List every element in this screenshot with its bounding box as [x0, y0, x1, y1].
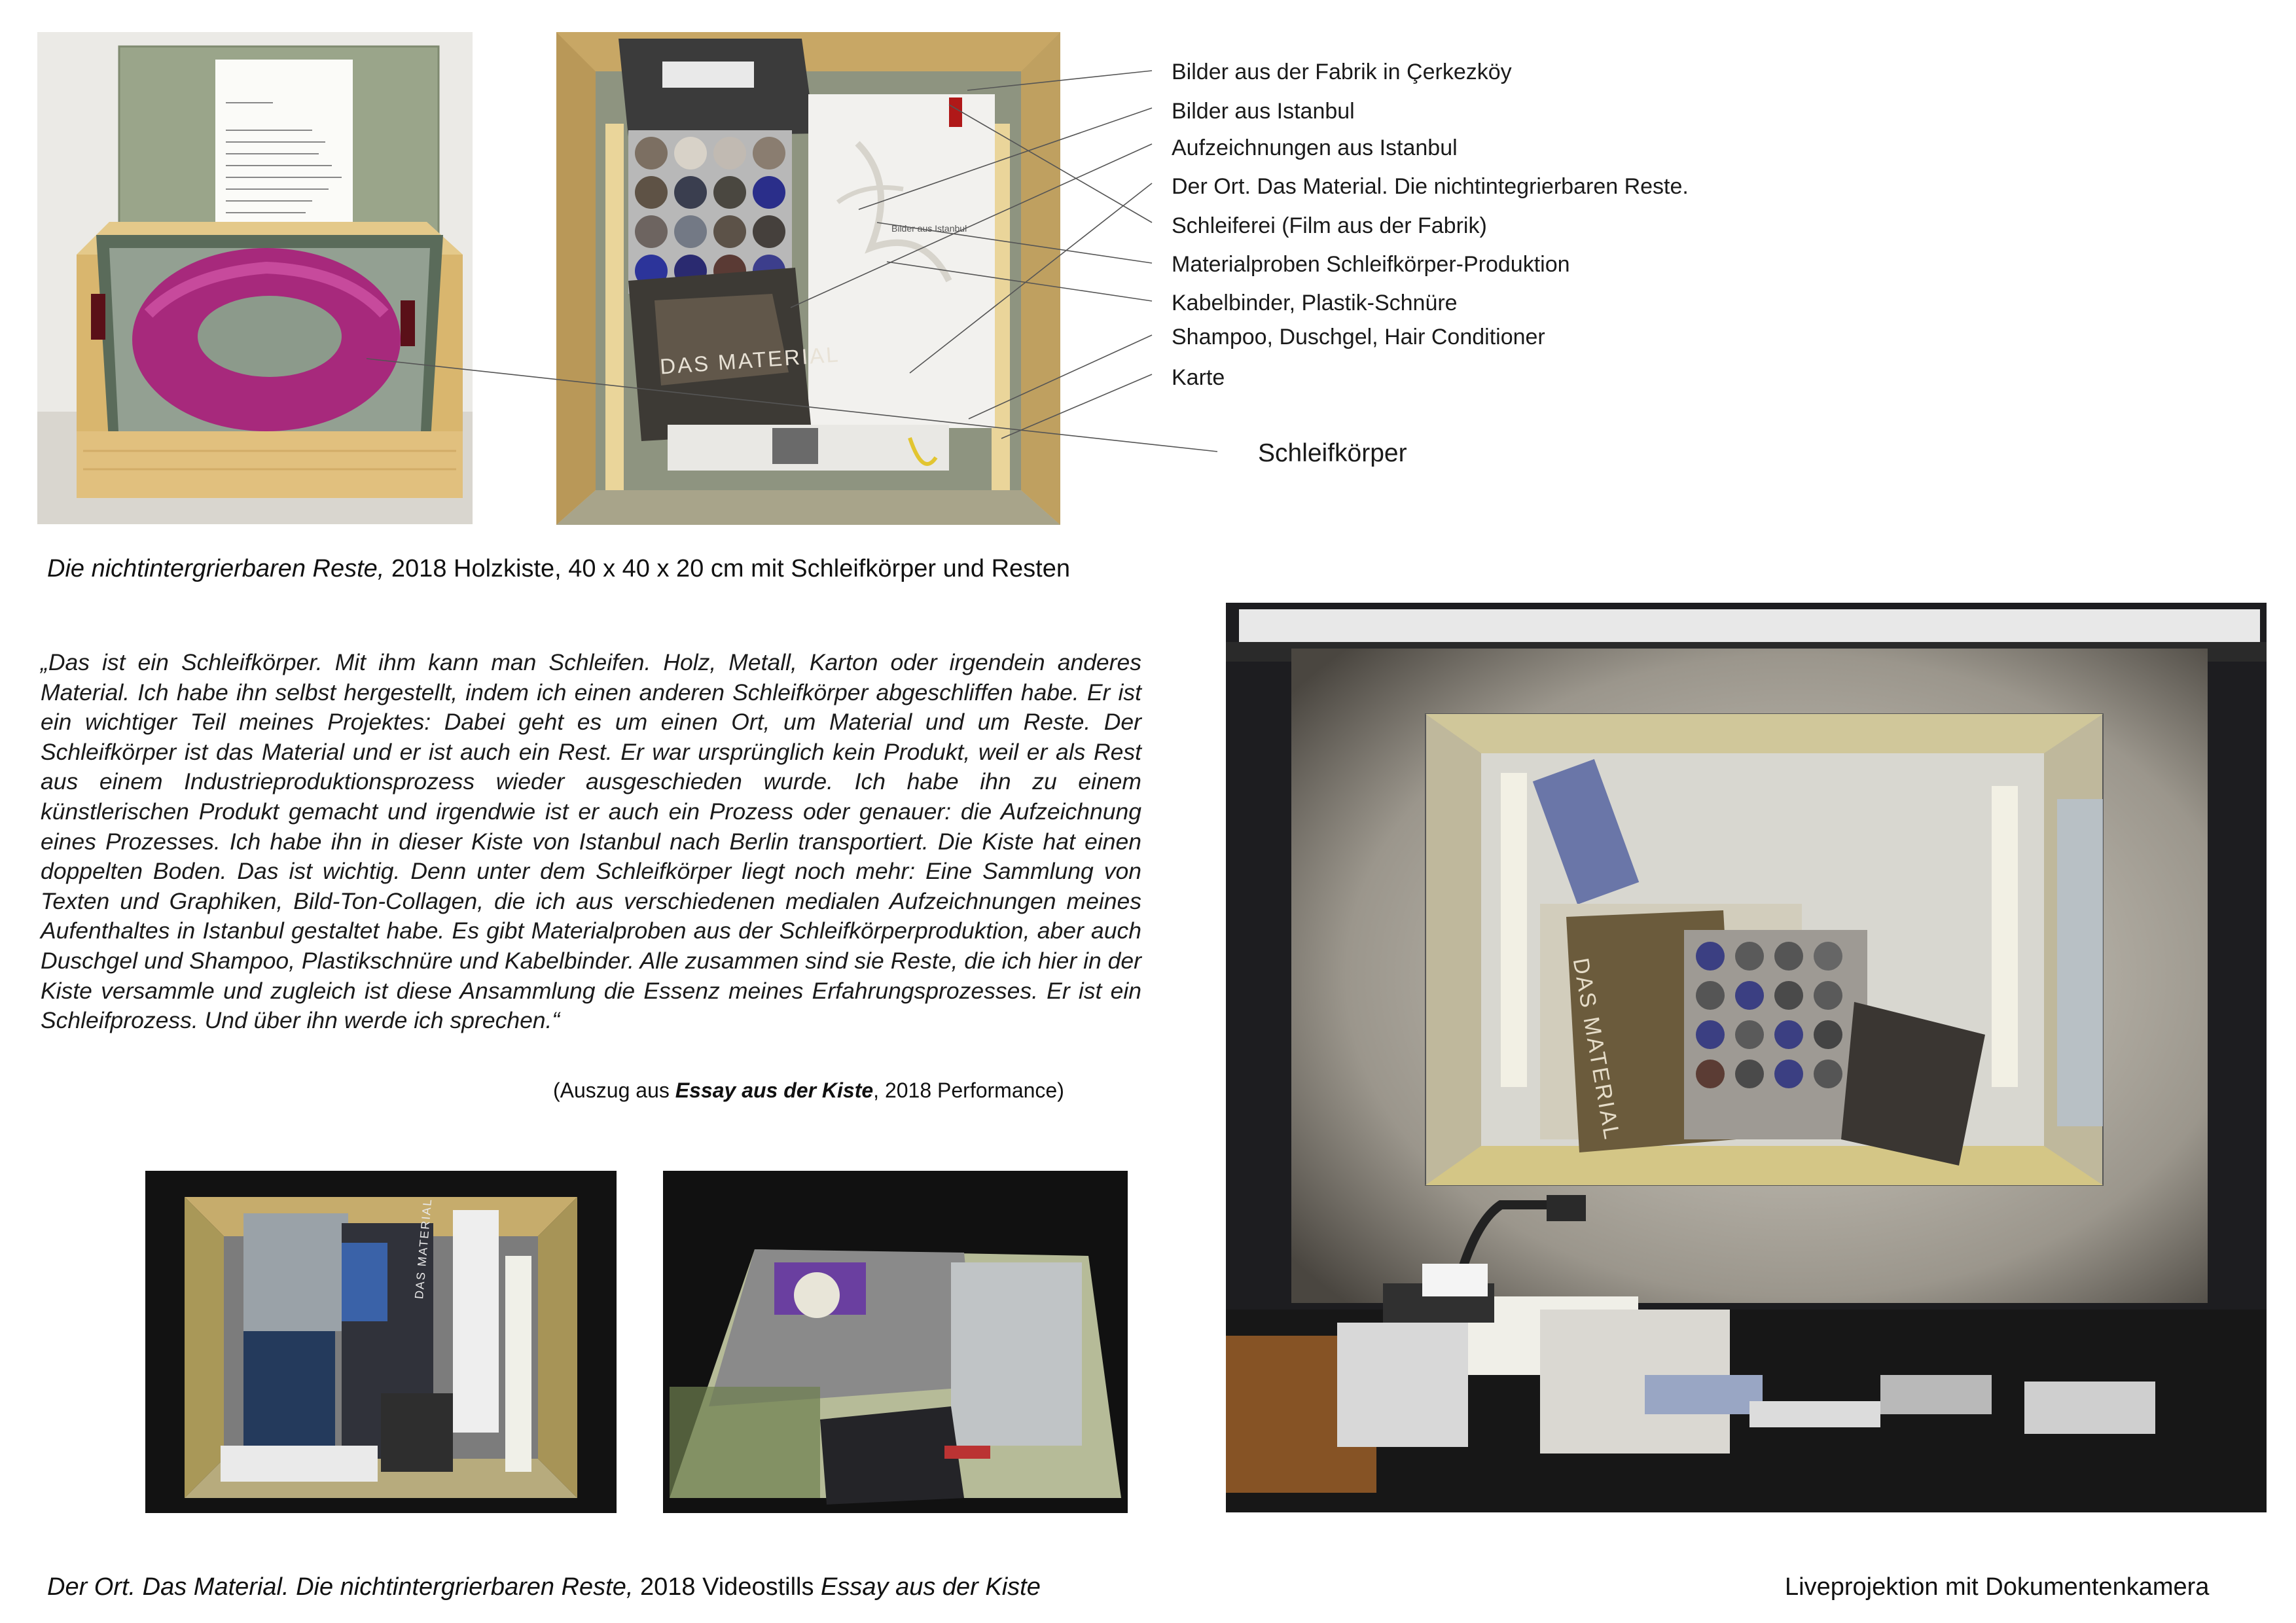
quote-source: [553, 1079, 1064, 1103]
caption-top: [47, 555, 1070, 583]
photo-box-contents: [556, 32, 1060, 525]
caption-bottom-work: Essay aus der Kiste: [821, 1573, 1041, 1601]
essay-quote: „Das ist ein Schleifkörper. Mit ihm kann man Schleifen. Holz, Metall, Karton oder irgendein anderes Material. Ich habe ihn selbst hergestellt, indem ich einen anderen Schleifkörper abgeschliffen habe. Er ist ein wichtiger Teil meines Projektes: Dabei geht es um einen Ort, um Material und um Reste. Der Schleifkörper ist das Material und er ist auch ein Rest. Er war ursprünglich kein Produkt, weil er als Rest aus einem Industrieproduktionsprozess wieder ausgeschieden wurde. Ich habe ihn zu einem künstlerischen Produkt gemacht und irgendwie ist er auch ein Prozess oder genauer: die Aufzeichnung eines Prozesses. Ich habe ihn in dieser Kiste von Istanbul nach Berlin transportiert. Die Kiste hat einen doppelten Boden. Das ist wichtig. Denn unter dem Schleifkörper liegt noch mehr: Eine Sammlung von Texten und Graphiken, Bild-Ton-Collagen, die ich aus verschiedenen medialen Aufzeichnungen meines Aufenthaltes in Istanbul gestaltet habe. Es gibt Materialproben aus der Schleifkörperproduktion, aber auch Duschgel und Shampoo, Plastikschnüre und Kabelbinder. Alle zusammen sind sie Reste, die ich hier in der Kiste versammle und zugleich ist diese Ansammlung die Essenz meines Erfahrungsprozesses. Er ist ein Schleifprozess. Und über ihn werde ich sprechen.“: [41, 649, 1141, 1034]
label-karte: Karte: [1172, 365, 1225, 390]
label-istanbul-images: Bilder aus Istanbul: [1172, 99, 1355, 124]
photo-video-still-1: [145, 1171, 617, 1513]
caption-right: Liveprojektion mit Dokumentenkamera: [1785, 1573, 2210, 1601]
projection-das-material: DAS MATERIAL: [1568, 956, 1625, 1143]
photo-box-schleifkoerper-art: [37, 32, 473, 524]
photo-video-still-2-art: [663, 1171, 1128, 1513]
photo-live-projection-art: [1226, 603, 2267, 1512]
label-ort-material-reste: Der Ort. Das Material. Die nichtintegrierbaren Reste.: [1172, 174, 1689, 199]
caption-top-title: Die nichtintergrierbaren Reste,: [47, 555, 385, 582]
photo-video-still-1-art: [145, 1171, 617, 1513]
caption-bottom: [47, 1573, 1041, 1601]
book-title-bilder-aus-istanbul: Bilder aus Istanbul: [891, 223, 967, 234]
photo-live-projection: [1226, 603, 2267, 1512]
caption-top-details: 2018 Holzkiste, 40 x 40 x 20 cm mit Schleifkörper und Resten: [384, 555, 1070, 582]
caption-bottom-details: 2018 Videostills: [633, 1573, 821, 1601]
book-title-das-material: DAS MATERIAL: [659, 342, 841, 379]
quote-source-title: Essay aus der Kiste: [675, 1079, 874, 1102]
caption-bottom-title: Der Ort. Das Material. Die nichtintergrierbaren Reste,: [47, 1573, 634, 1601]
quote-source-pre: (Auszug aus: [553, 1079, 675, 1102]
quote-source-post: , 2018 Performance): [873, 1079, 1064, 1102]
label-schleifkoerper: Schleifkörper: [1258, 439, 1407, 467]
label-istanbul-notes: Aufzeichnungen aus Istanbul: [1172, 135, 1458, 160]
label-shampoo: Shampoo, Duschgel, Hair Conditioner: [1172, 325, 1545, 349]
photo-box-contents-art: [556, 32, 1060, 525]
label-schleiferei-film: Schleiferei (Film aus der Fabrik): [1172, 213, 1487, 238]
photo-box-with-schleifkoerper: [37, 32, 473, 524]
label-fabrik-images: Bilder aus der Fabrik in Çerkezköy: [1172, 60, 1512, 84]
photo-video-still-2: [663, 1171, 1128, 1513]
label-materialproben: Materialproben Schleifkörper-Produktion: [1172, 252, 1570, 277]
label-kabelbinder: Kabelbinder, Plastik-Schnüre: [1172, 291, 1458, 315]
still-das-material: DAS MATERIAL: [412, 1197, 435, 1300]
